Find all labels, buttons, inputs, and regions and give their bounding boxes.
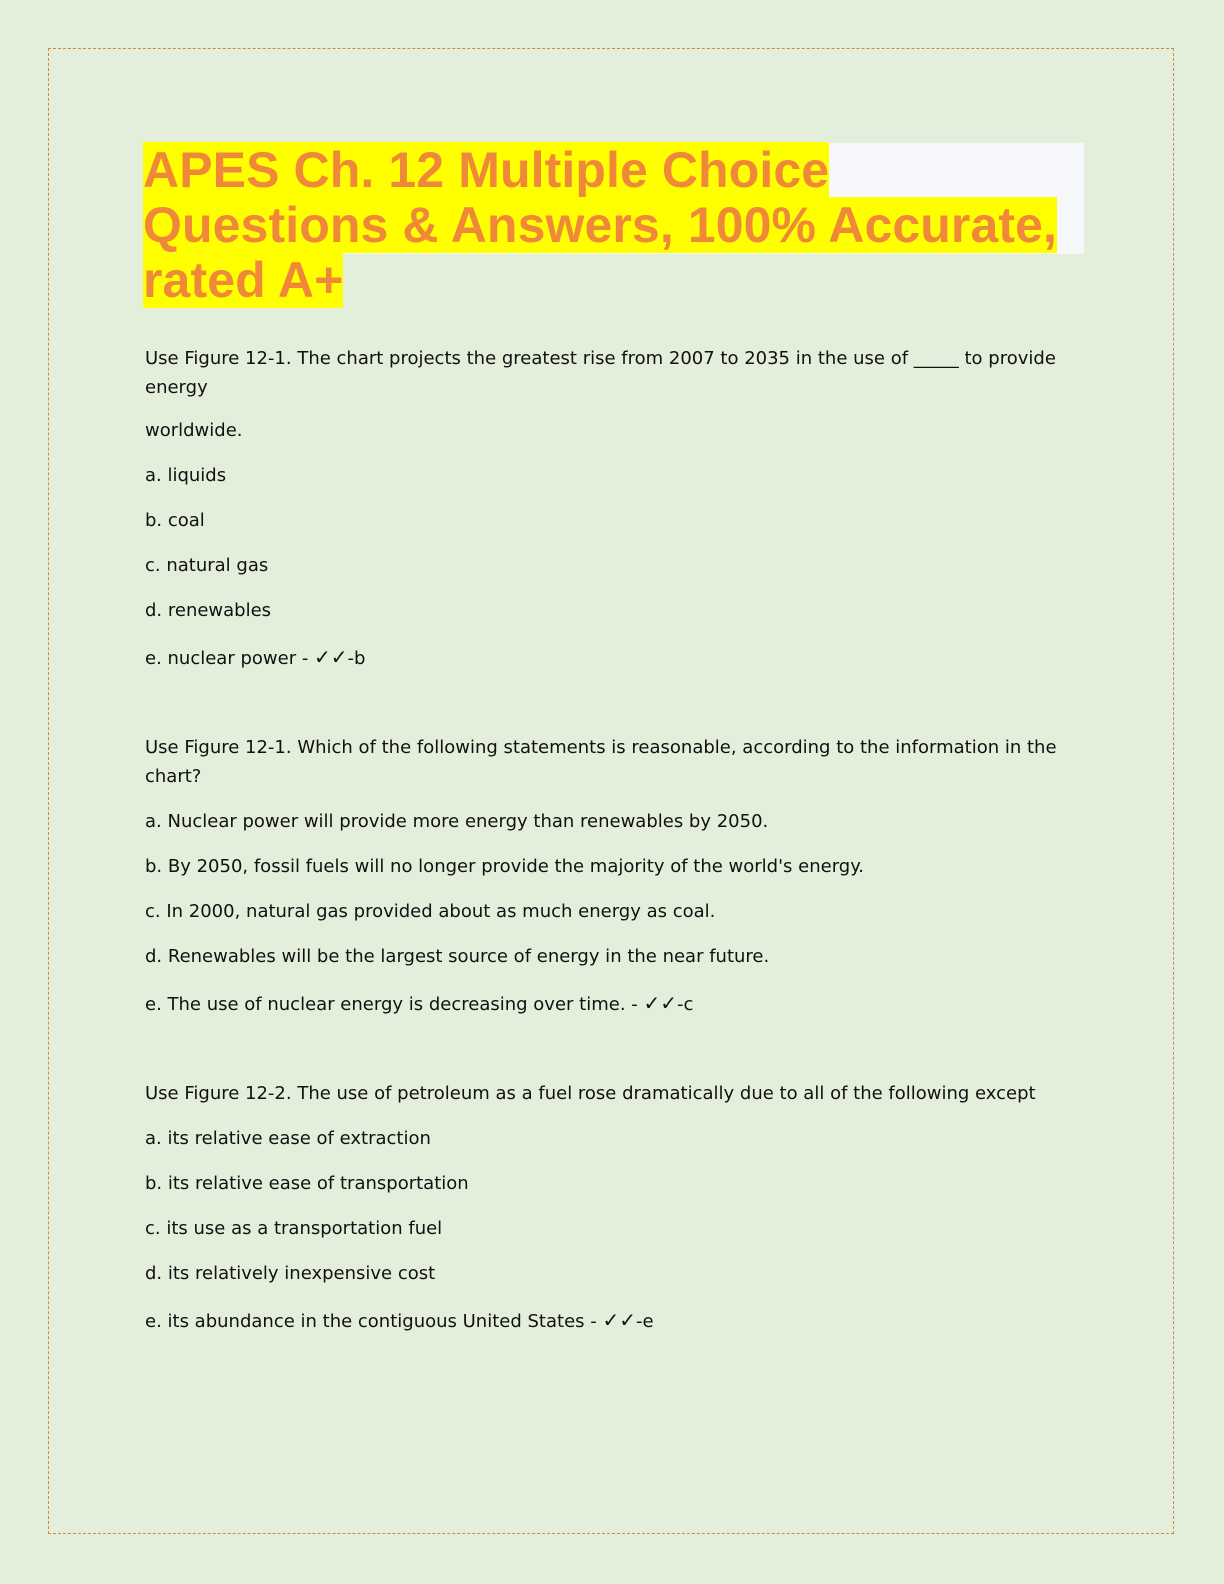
- question-2-option-d: d. Renewables will be the largest source of energy in the near future.: [145, 946, 770, 967]
- question-3-text: Use Figure 12-2. The use of petroleum as a fuel rose dramatically due to all of the following except: [145, 1083, 1036, 1104]
- question-3-option-a: a. its relative ease of extraction: [145, 1128, 431, 1149]
- question-1-option-d: d. renewables: [145, 600, 272, 621]
- question-3: [145, 1079, 1075, 1336]
- question-2-option-a: a. Nuclear power will provide more energy than renewables by 2050.: [145, 811, 769, 832]
- check-icon: ✓✓: [602, 1308, 636, 1332]
- question-1: [145, 344, 1075, 673]
- question-1-answer: -b: [347, 648, 366, 669]
- question-1-option-c: c. natural gas: [145, 555, 269, 576]
- document-title: APES Ch. 12 Multiple Choice Questions & Answers, 100% Accurate, rated A+: [143, 142, 1058, 308]
- check-icon: ✓✓: [314, 645, 348, 669]
- question-1-continuation: worldwide.: [145, 420, 243, 441]
- question-3-option-d: d. its relatively inexpensive cost: [145, 1263, 436, 1284]
- question-1-option-e: [145, 643, 1075, 673]
- question-3-option-e-text: e. its abundance in the contiguous United States -: [145, 1311, 603, 1332]
- question-3-option-b: b. its relative ease of transportation: [145, 1173, 469, 1194]
- question-1-option-e-text: e. nuclear power -: [145, 648, 315, 669]
- question-2-option-c: c. In 2000, natural gas provided about as much energy as coal.: [145, 901, 716, 922]
- question-3-answer: -e: [635, 1311, 654, 1332]
- question-2-answer: -c: [677, 994, 694, 1015]
- question-2: [145, 733, 1075, 1019]
- question-2-option-e-text: e. The use of nuclear energy is decreasing over time. -: [145, 994, 644, 1015]
- question-1-text: Use Figure 12-1. The chart projects the greatest rise from 2007 to 2035 in the use of _____ to provide energy: [145, 348, 1056, 398]
- question-1-option-a: a. liquids: [145, 465, 227, 486]
- question-3-option-e: [145, 1306, 1075, 1336]
- question-2-text: Use Figure 12-1. Which of the following statements is reasonable, according to the information in the chart?: [145, 737, 1057, 787]
- question-3-option-c: c. its use as a transportation fuel: [145, 1218, 443, 1239]
- questions-list: [145, 344, 1075, 1396]
- question-1-option-b: b. coal: [145, 510, 205, 531]
- title-box: [143, 142, 1084, 308]
- question-2-option-e: [145, 989, 1075, 1019]
- question-2-option-b: b. By 2050, fossil fuels will no longer provide the majority of the world's energy.: [145, 856, 865, 877]
- check-icon: ✓✓: [643, 991, 677, 1015]
